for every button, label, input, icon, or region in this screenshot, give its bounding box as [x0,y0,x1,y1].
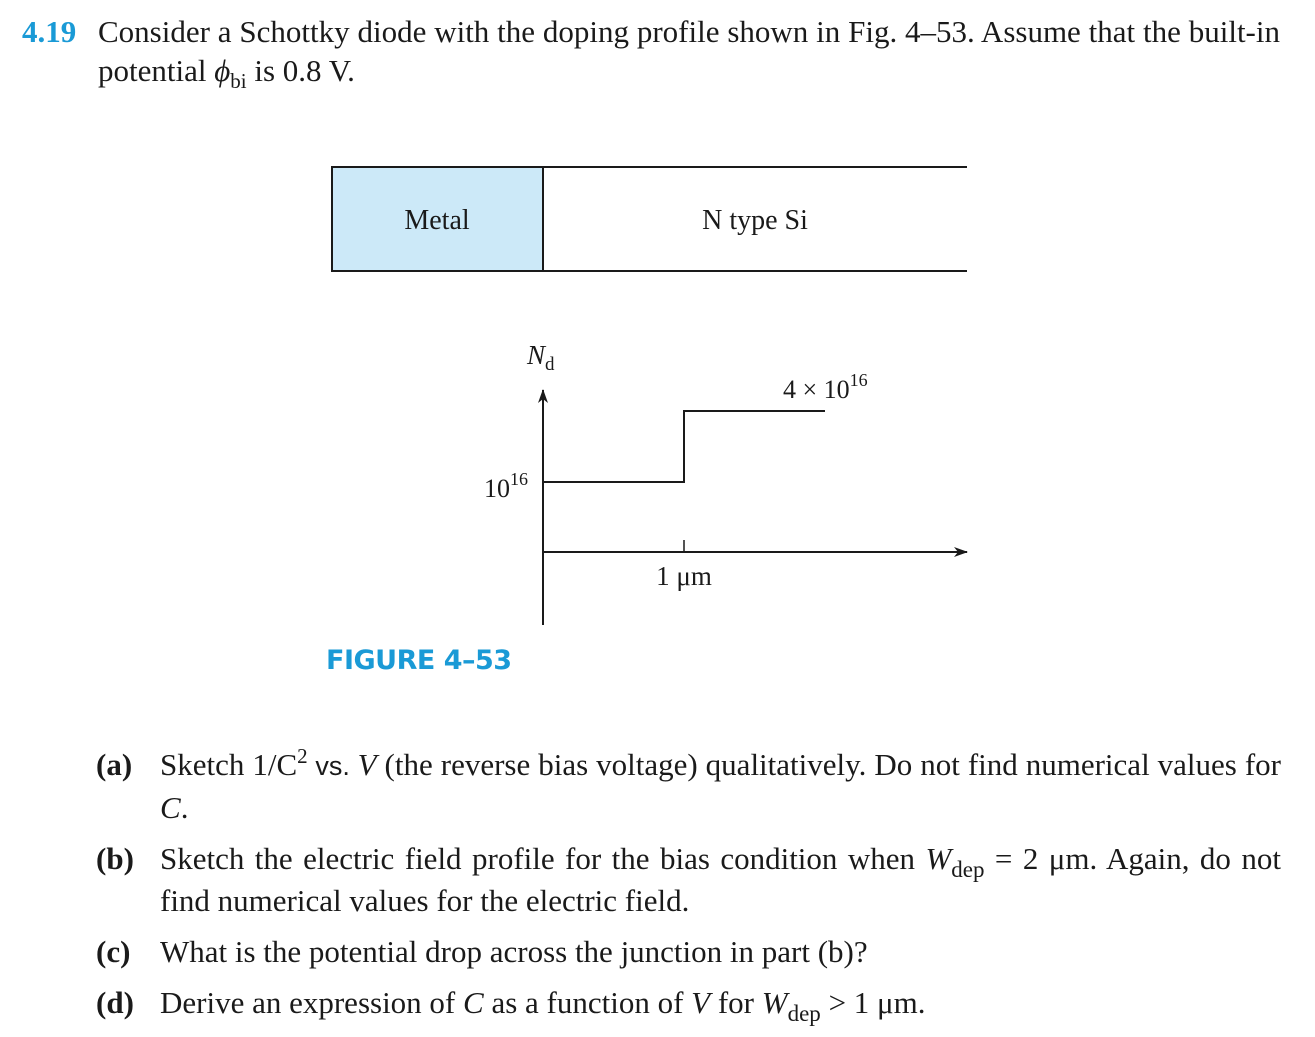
figure-caption: FIGURE 4–53 [326,645,512,676]
part-d-subscript: dep [787,1001,821,1026]
part-d-text-2: as a function of [483,985,692,1020]
part-c-label: (c) [96,934,131,969]
problem-number: 4.19 [22,14,77,49]
part-c [96,932,1281,971]
high-level-exp: 16 [849,370,868,390]
part-b-text-2: = 2 μm. Again, do not find numerical values for the electric field. [160,841,1281,918]
part-d-text [160,983,1281,1025]
y-axis-label-main: N [527,340,546,370]
problem-parts [96,745,1281,1037]
part-a-superscript: 2 [297,744,308,768]
part-a-label: (a) [96,747,133,782]
phi-subscript: bi [230,69,247,93]
phi-symbol: ϕ [214,53,231,88]
part-a-var-v: V [357,747,377,782]
problem-text-part-1: Consider a Schottky diode with the doping profile shown in Fig. 4–53. Assume that the built-in potential [98,14,1280,88]
y-axis-label [526,340,555,375]
part-c-text-1: What is the potential drop across the junction in part (b)? [160,934,868,969]
part-d-var-c: C [463,985,484,1020]
part-a-text-2: vs. [307,751,358,781]
semiconductor-label: N type Si [702,205,808,236]
x-tick-label: 1 μm [656,561,712,591]
part-a [96,745,1281,827]
doping-profile-plot [484,340,967,625]
metal-label: Metal [404,205,470,236]
part-d [96,983,1281,1025]
part-d-text-3: for [710,985,762,1020]
part-d-text-4: > 1 μm. [820,985,926,1020]
low-level-label [484,469,528,503]
part-b-text [160,839,1281,920]
problem-text-part-2: is 0.8 V. [246,53,355,88]
part-b-label: (b) [96,841,134,876]
part-d-text-1: Derive an expression of [160,985,464,1020]
part-b-subscript: dep [951,857,985,882]
part-a-text [160,745,1281,827]
low-level-exp: 16 [510,469,528,489]
low-level-base: 10 [484,474,510,503]
high-level-base: 4 × 10 [783,375,850,404]
y-axis-label-sub: d [545,354,555,375]
part-c-text [160,932,1281,971]
part-a-text-4: . [180,790,189,825]
doping-profile-line [543,411,825,482]
part-a-text-3: (the reverse bias voltage) qualitatively. Do not find numerical values for [376,747,1281,782]
part-d-var-w: W [761,985,788,1020]
part-b [96,839,1281,920]
high-level-label [783,370,868,404]
part-d-var-v: V [691,985,711,1020]
part-a-var-c: C [160,790,181,825]
part-b-text-1: Sketch the electric field profile for the bias condition when [160,841,926,876]
part-d-label: (d) [96,985,134,1020]
part-b-var-w: W [925,841,952,876]
part-a-text-1: Sketch 1/C [160,747,298,782]
device-schematic [332,167,967,271]
